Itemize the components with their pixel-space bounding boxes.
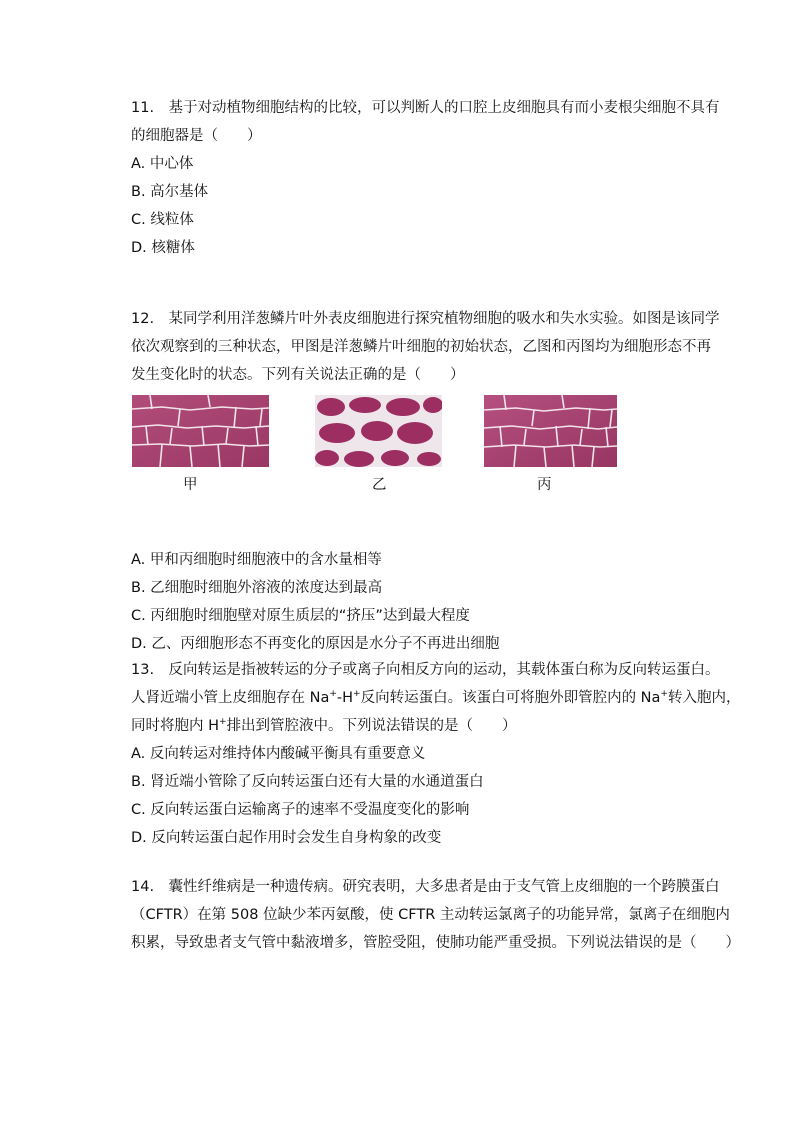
question-12	[131, 305, 720, 389]
question-12-stem-line: 发生变化时的状态。下列有关说法正确的是（ ）	[131, 367, 465, 383]
option-c: C. 丙细胞时细胞壁对原生质层的“挤压”达到最大程度	[131, 608, 470, 624]
figure-jia-caption: 甲	[183, 477, 198, 493]
option-d: D. 核糖体	[131, 240, 195, 256]
figure-bing-micrograph	[484, 395, 617, 467]
question-14-stem-line: （CFTR）在第 508 位缺少苯丙氨酸，使 CFTR 主动转运氯离子的功能异常，氯离子在细胞内	[131, 907, 730, 923]
question-13-stem-line: 人肾近端小管上皮细胞存在 Na+-H+反向转运蛋白。该蛋白可将胞外即管腔内的 Na+转入胞内，	[131, 689, 741, 706]
option-c: C. 反向转运蛋白运输离子的速率不受温度变化的影响	[131, 802, 470, 818]
question-12-options	[131, 546, 696, 658]
option-b: B. 高尔基体	[131, 184, 209, 200]
question-14	[131, 873, 740, 957]
question-13-stem-line: 同时将胞内 H+排出到管腔液中。下列说法错误的是（ ）	[131, 717, 517, 734]
question-11	[131, 94, 720, 262]
option-a: A. 甲和丙细胞时细胞液中的含水量相等	[131, 552, 382, 568]
option-b: B. 肾近端小管除了反向转运蛋白还有大量的水通道蛋白	[131, 774, 484, 790]
question-14-stem-line: 积累，导致患者支气管中黏液增多，管腔受阻，使肺功能严重受损。下列说法错误的是（ ）	[131, 935, 740, 951]
figure-yi-micrograph	[315, 395, 442, 467]
question-12-stem-line: 12. 某同学利用洋葱鳞片叶外表皮细胞进行探究植物细胞的吸水和失水实验。如图是该同学	[131, 311, 720, 327]
question-11-stem-line: 的细胞器是（ ）	[131, 128, 262, 144]
option-a: A. 反向转运对维持体内酸碱平衡具有重要意义	[131, 746, 426, 762]
figure-yi-caption: 乙	[372, 477, 387, 493]
option-d: D. 乙、丙细胞形态不再变化的原因是水分子不再进出细胞	[131, 636, 500, 652]
figure-jia-micrograph	[132, 395, 269, 467]
question-12-stem-line: 依次观察到的三种状态，甲图是洋葱鳞片叶细胞的初始状态，乙图和丙图均为细胞形态不再	[131, 339, 711, 355]
option-d: D. 反向转运蛋白起作用时会发生自身构象的改变	[131, 830, 442, 846]
question-13-stem-line: 13. 反向转运是指被转运的分子或离子向相反方向的运动，其载体蛋白称为反向转运蛋白。	[131, 662, 720, 678]
question-11-stem-line: 11. 基于对动植物细胞结构的比较，可以判断人的口腔上皮细胞具有而小麦根尖细胞不具有	[131, 100, 720, 116]
option-b: B. 乙细胞时细胞外溶液的浓度达到最高	[131, 580, 383, 596]
question-13	[131, 656, 741, 852]
question-14-stem-line: 14. 囊性纤维病是一种遗传病。研究表明，大多患者是由于支气管上皮细胞的一个跨膜蛋白	[131, 879, 720, 895]
option-a: A. 中心体	[131, 156, 194, 172]
option-c: C. 线粒体	[131, 212, 194, 228]
figure-bing-caption: 丙	[537, 477, 552, 493]
